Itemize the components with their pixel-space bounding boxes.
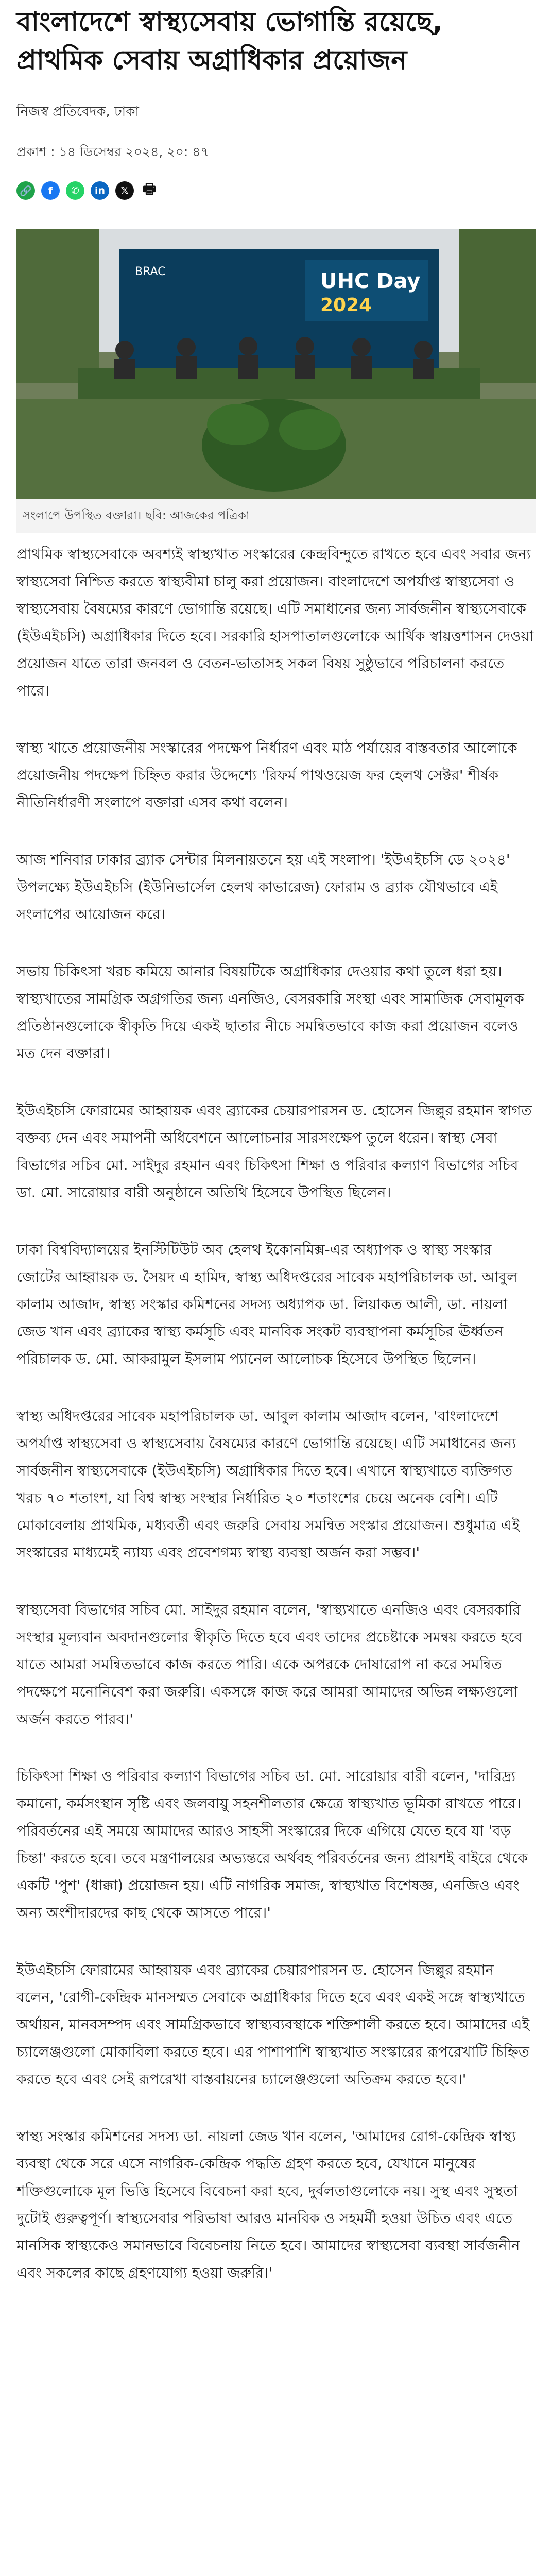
facebook-icon[interactable]: f [41, 181, 60, 200]
photo-caption: সংলাপে উপস্থিত বক্তারা। ছবি: আজকের পত্রিকা [16, 499, 536, 533]
event-photo-illustration [16, 229, 536, 499]
x-icon[interactable]: 𝕏 [115, 181, 134, 200]
print-icon[interactable]: 🖶 [142, 180, 157, 197]
article-paragraph: প্রাথমিক স্বাস্থ্যসেবাকে অবশ্যই স্বাস্থ্যখাত সংস্কারের কেন্দ্রবিন্দুতে রাখতে হবে এবং সবার জন্য স্বাস্থ্যসেবা নিশ্চিত করতে স্বাস্থ্যবীমা চালু করা প্রয়োজন। বাংলাদেশে অপর্যাপ্ত স্বাস্থ্যসেবা ও স্বাস্থ্যসেবায় বৈষম্যের কারণে ভোগান্তি রয়েছে। এটি সমাধানের জন্য সার্বজনীন স্বাস্থ্যসেবাকে (ইউএইচসি) অগ্রাধিকার দিতে হবে। সরকারি হাসপাতালগুলোকে আর্থিক স্বায়ত্তশাসন দেওয়া প্রয়োজন যাতে তারা জনবল ও বেতন-ভাতাসহ সকল বিষয় সুষ্ঠুভাবে পরিচালনা করতে পারে। [16, 546, 534, 699]
article-paragraph: স্বাস্থ্য অধিদপ্তরের সাবেক মহাপরিচালক ডা. আবুল কালাম আজাদ বলেন, 'বাংলাদেশে অপর্যাপ্ত স্বাস্থ্যসেবা ও স্বাস্থ্যসেবায় বৈষম্যের কারণে ভোগান্তি রয়েছে। এটি সমাধানের জন্য সার্বজনীন স্বাস্থ্যসেবাকে (ইউএইচসি) অগ্রাধিকার দিতে হবে। এখানে স্বাস্থ্যখাতে ব্যক্তিগত খরচ ৭০ শতাংশ, যা বিশ্ব স্বাস্থ্য সংস্থার নির্ধারিত ২০ শতাংশের চেয়ে অনেক বেশি। এটি মোকাবেলায় প্রাথমিক, মধ্যবর্তী এবং জরুরি সেবায় সমন্বিত সংস্কার প্রয়োজন। শুধুমাত্র এই সংস্কারের মাধ্যমেই ন্যায্য এবং প্রবেশগম্য স্বাস্থ্য ব্যবস্থা অর্জন করা সম্ভব।' [16, 1408, 520, 1561]
article-container [0, 3, 552, 2286]
article-paragraph: আজ শনিবার ঢাকার ব্র্যাক সেন্টার মিলনায়তনে হয় এই সংলাপ। 'ইউএইচসি ডে ২০২৪' উপলক্ষ্যে ইউএইচসি (ইউনিভার্সেল হেলথ কাভারেজ) ফোরাম ও ব্র্যাক যৌথভাবে এই সংলাপের আয়োজন করে। [16, 851, 510, 923]
banner-brand: BRAC [135, 265, 166, 278]
article-photo [16, 229, 536, 499]
article-body [16, 540, 536, 2286]
article-paragraph: ঢাকা বিশ্ববিদ্যালয়ের ইনস্টিটিউট অব হেলথ ইকোনমিক্স-এর অধ্যাপক ও স্বাস্থ্য সংস্কার জোটের আহ্বায়ক ড. সৈয়দ এ হামিদ, স্বাস্থ্য অধিদপ্তরের সাবেক মহাপরিচালক ডা. আবুল কালাম আজাদ, স্বাস্থ্য সংস্কার কমিশনের সদস্য অধ্যাপক ডা. লিয়াকত আলী, ডা. নায়লা জেড খান এবং ব্র্যাকের স্বাস্থ্য কর্মসূচি এবং মানবিক সংকট ব্যবস্থাপনা কর্মসূচির ঊর্ধ্বতন পরিচালক ড. মো. আকরামুল ইসলাম প্যানেল আলোচক হিসেবে উপস্থিত ছিলেন। [16, 1241, 518, 1367]
publish-date: প্রকাশ : ১৪ ডিসেম্বর ২০২৪, ২০: ৪৭ [16, 144, 209, 159]
share-bar [16, 181, 536, 200]
article-title: বাংলাদেশে স্বাস্থ্যসেবায় ভোগান্তি রয়েছে, প্রাথমিক সেবায় অগ্রাধিকার প্রয়োজন [16, 7, 443, 76]
banner-title: UHC Day [320, 269, 421, 293]
linkedin-icon[interactable]: in [91, 181, 109, 200]
article-paragraph: সভায় চিকিৎসা খরচ কমিয়ে আনার বিষয়টিকে অগ্রাধিকার দেওয়ার কথা তুলে ধরা হয়। স্বাস্থ্যখাতের সামগ্রিক অগ্রগতির জন্য এনজিও, বেসরকারি সংস্থা এবং সামাজিক সেবামূলক প্রতিষ্ঠানগুলোকে স্বীকৃতি দিয়ে একই ছাতার নীচে সমন্বিতভাবে কাজ করা প্রয়োজন বলেও মত দেন বক্তারা। [16, 963, 524, 1062]
article-paragraph: চিকিৎসা শিক্ষা ও পরিবার কল্যাণ বিভাগের সচিব ডা. মো. সারোয়ার বারী বলেন, 'দারিদ্র্য কমানো, কর্মসংস্থান সৃষ্টি এবং জলবায়ু সহনশীলতার ক্ষেত্রে স্বাস্থ্যখাত ভূমিকা রাখতে পারে। পরিবর্তনের এই সময়ে আমাদের আরও সাহসী সংস্কারের দিকে এগিয়ে যেতে হবে যা 'বড় চিন্তা' করতে হবে। তবে মন্ত্রণালয়ের অভ্যন্তরে অর্থবহ পরিবর্তনের জন্য প্রায়শই বাইরে থেকে একটি 'পুশ' (ধাক্কা) প্রয়োজন হয়। এটি নাগরিক সমাজ, স্বাস্থ্যখাত বিশেষজ্ঞ, এনজিও এবং অন্য অংশীদারদের কাছ থেকে আসতে পারে।' [16, 1768, 528, 1921]
article-paragraph: স্বাস্থ্য খাতে প্রয়োজনীয় সংস্কারের পদক্ষেপ নির্ধারণ এবং মাঠ পর্যায়ের বাস্তবতার আলোকে প্রয়োজনীয় পদক্ষেপ চিহ্নিত করার উদ্দেশ্যে 'রিফর্ম পাথওয়েজ ফর হেলথ সেক্টর' শীর্ষক নীতিনির্ধারণী সংলাপে বক্তারা এসব কথা বলেন। [16, 739, 518, 811]
byline[interactable]: নিজস্ব প্রতিবেদক, ঢাকা [16, 104, 139, 120]
article-paragraph: ইউএইচসি ফোরামের আহ্বায়ক এবং ব্র্যাকের চেয়ারপারসন ড. হোসেন জিল্লুর রহমান স্বাগত বক্তব্য দেন এবং সমাপনী অধিবেশনে আলোচনার সারসংক্ষেপ তুলে ধরেন। স্বাস্থ্য সেবা বিভাগের সচিব মো. সাইদুর রহমান এবং চিকিৎসা শিক্ষা ও পরিবার কল্যাণ বিভাগের সচিব ডা. মো. সারোয়ার বারী অনুষ্ঠানে অতিথি হিসেবে উপস্থিত ছিলেন। [16, 1102, 532, 1201]
copy-link-icon[interactable]: 🔗 [16, 181, 35, 200]
article-paragraph: ইউএইচসি ফোরামের আহ্বায়ক এবং ব্র্যাকের চেয়ারপারসন ড. হোসেন জিল্লুর রহমান বলেন, 'রোগী-কেন্দ্রিক মানসম্মত সেবাকে অগ্রাধিকার দিতে হবে এবং একই সঙ্গে স্বাস্থ্যখাতে অর্থায়ন, মানবসম্পদ এবং সামগ্রিকভাবে স্বাস্থ্যব্যবস্থাকে শক্তিশালী করতে হবে। আমাদের এই চ্যালেঞ্জগুলো মোকাবিলা করতে হবে। এর পাশাপাশি স্বাস্থ্যখাত সংস্কারের রূপরেখাটি চিহ্নিত করতে হবে এবং সেই রূপরেখা বাস্তবায়নের চ্যালেঞ্জগুলো অতিক্রম করতে হবে।' [16, 1961, 530, 2088]
whatsapp-icon[interactable]: ✆ [66, 181, 84, 200]
banner-year: 2024 [320, 295, 372, 316]
article-paragraph: স্বাস্থ্যসেবা বিভাগের সচিব মো. সাইদুর রহমান বলেন, 'স্বাস্থ্যখাতে এনজিও এবং বেসরকারি সংস্থার মূল্যবান অবদানগুলোর স্বীকৃতি দিতে হবে এবং তাদের প্রচেষ্টাকে সমন্বয় করতে হবে যাতে আমরা সমন্বিতভাবে কাজ করতে পারি। একে অপরকে দোষারোপ না করে সমন্বিত পদক্ষেপে মনোনিবেশ করা জরুরি। একসঙ্গে কাজ করে আমরা আমাদের অভিন্ন লক্ষ্যগুলো অর্জন করতে পারব।' [16, 1601, 523, 1727]
article-paragraph: স্বাস্থ্য সংস্কার কমিশনের সদস্য ডা. নায়লা জেড খান বলেন, 'আমাদের রোগ-কেন্দ্রিক স্বাস্থ্য ব্যবস্থা থেকে সরে এসে নাগরিক-কেন্দ্রিক পদ্ধতি গ্রহণ করতে হবে, যেখানে মানুষের শক্তিগুলোকে মূল ভিত্তি হিসেবে বিবেচনা করা হবে, দুর্বলতাগুলোকে নয়। সুস্থ এবং সুস্থতা দুটোই গুরুত্বপূর্ণ। স্বাস্থ্যসেবার পরিভাষা আরও মানবিক ও সহমর্মী হওয়া উচিত এবং এতে মানসিক স্বাস্থ্যকেও সমানভাবে বিবেচনায় নিতে হবে। আমাদের স্বাস্থ্যসেবা ব্যবস্থা সার্বজনীন এবং সকলের কাছে গ্রহণযোগ্য হওয়া জরুরি।' [16, 2128, 520, 2281]
